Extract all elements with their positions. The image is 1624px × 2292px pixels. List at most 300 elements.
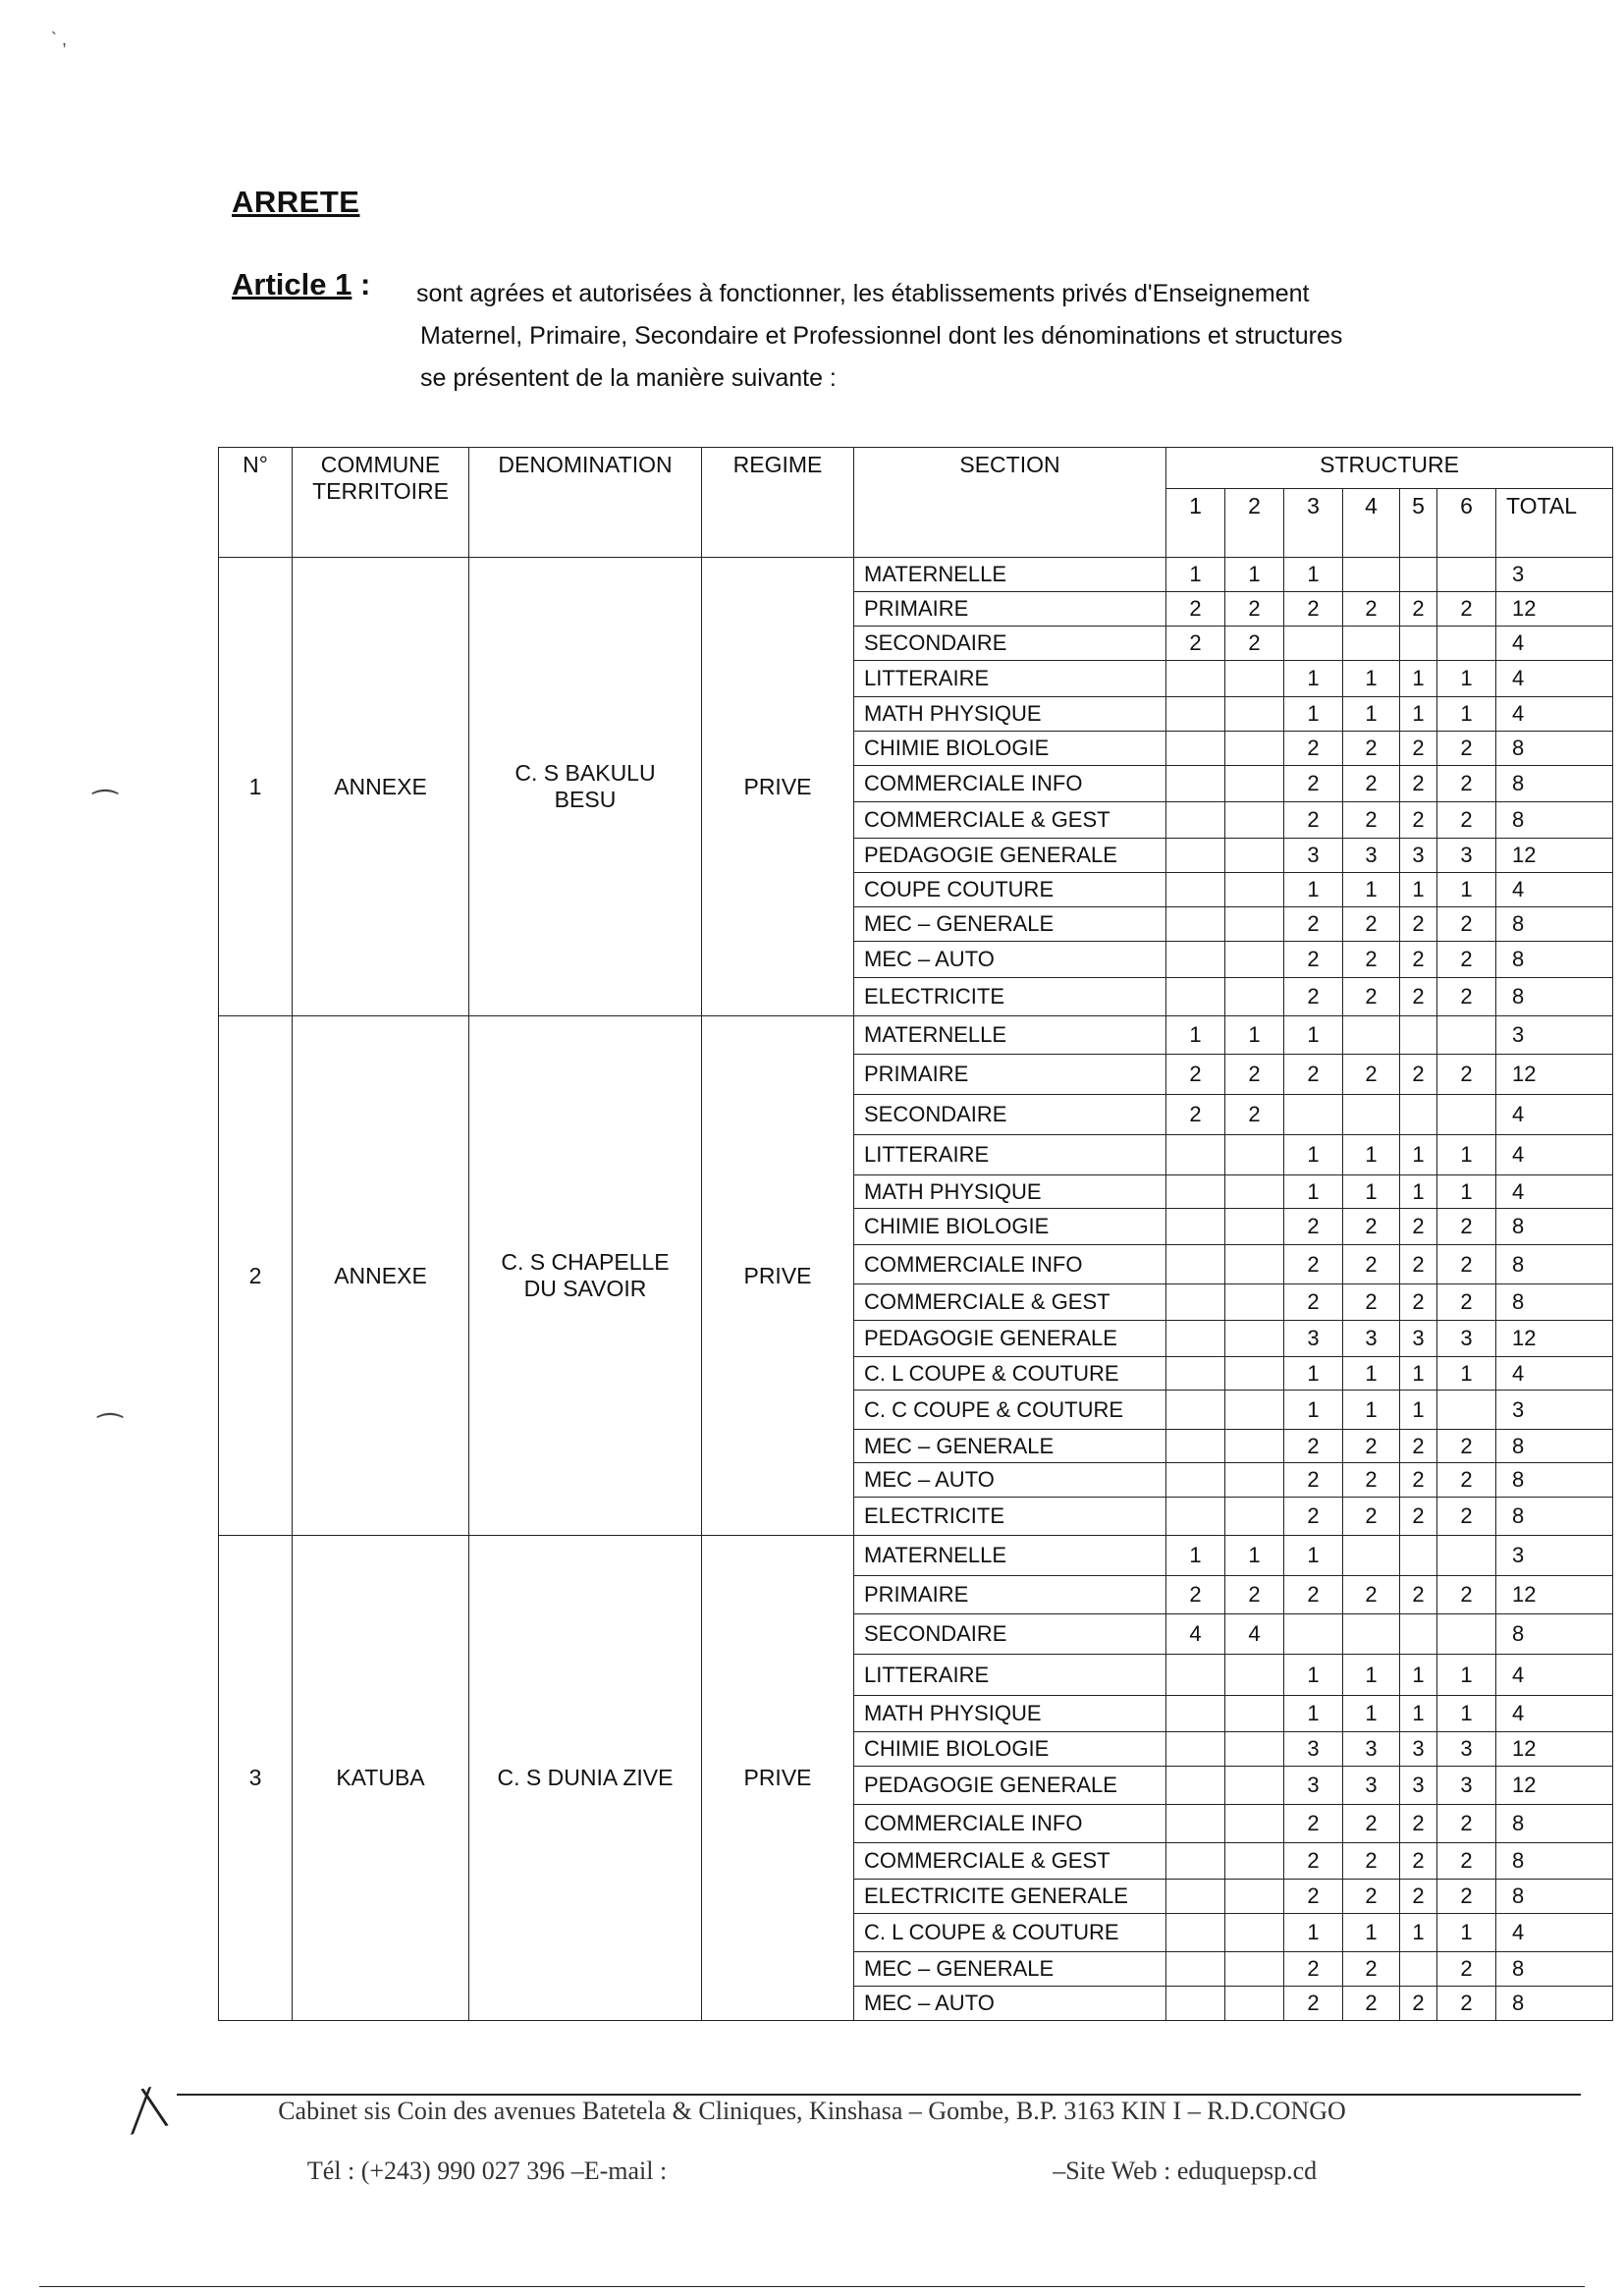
level-2-cell xyxy=(1225,1696,1284,1732)
level-5-cell: 2 xyxy=(1400,1843,1437,1880)
section-cell: PEDAGOGIE GENERALE xyxy=(854,1321,1166,1357)
section-cell: C. L COUPE & COUTURE xyxy=(854,1914,1166,1952)
header-level-2: 2 xyxy=(1225,489,1284,558)
level-6-cell: 2 xyxy=(1437,907,1496,942)
scan-speck: ` , xyxy=(51,29,67,49)
total-cell: 12 xyxy=(1496,1055,1613,1095)
level-2-cell xyxy=(1225,1987,1284,2021)
level-3-cell: 2 xyxy=(1284,1430,1343,1463)
level-2-cell xyxy=(1225,1655,1284,1696)
level-1-cell xyxy=(1166,1209,1225,1245)
level-2-cell: 1 xyxy=(1225,558,1284,592)
section-cell: MATH PHYSIQUE xyxy=(854,697,1166,732)
level-5-cell: 3 xyxy=(1400,1321,1437,1357)
level-4-cell: 2 xyxy=(1343,907,1400,942)
level-3-cell: 1 xyxy=(1284,558,1343,592)
level-2-cell xyxy=(1225,1245,1284,1284)
total-cell: 4 xyxy=(1496,627,1613,661)
level-5-cell: 1 xyxy=(1400,1135,1437,1175)
level-2-cell xyxy=(1225,732,1284,766)
level-6-cell: 1 xyxy=(1437,1175,1496,1209)
margin-mark: ⁀ xyxy=(93,791,118,824)
level-3-cell: 2 xyxy=(1284,1055,1343,1095)
level-1-cell xyxy=(1166,873,1225,907)
level-3-cell: 2 xyxy=(1284,1805,1343,1843)
level-3-cell: 2 xyxy=(1284,1463,1343,1498)
level-1-cell xyxy=(1166,732,1225,766)
section-cell: ELECTRICITE GENERALE xyxy=(854,1880,1166,1914)
section-cell: MEC – GENERALE xyxy=(854,907,1166,942)
level-2-cell xyxy=(1225,978,1284,1016)
level-5-cell xyxy=(1400,627,1437,661)
total-cell: 8 xyxy=(1496,1498,1613,1536)
header-level-1: 1 xyxy=(1166,489,1225,558)
section-cell: SECONDAIRE xyxy=(854,1095,1166,1135)
level-3-cell: 1 xyxy=(1284,1696,1343,1732)
level-5-cell: 2 xyxy=(1400,978,1437,1016)
level-3-cell: 3 xyxy=(1284,1321,1343,1357)
total-cell: 12 xyxy=(1496,592,1613,627)
table-row xyxy=(219,1016,1613,1055)
level-1-cell: 1 xyxy=(1166,1536,1225,1576)
article-line: Maternel, Primaire, Secondaire et Professionnel dont les dénominations et structures xyxy=(420,322,1343,350)
level-2-cell: 2 xyxy=(1225,1055,1284,1095)
level-1-cell xyxy=(1166,1135,1225,1175)
level-5-cell: 1 xyxy=(1400,1914,1437,1952)
section-cell: MEC – AUTO xyxy=(854,1463,1166,1498)
level-2-cell xyxy=(1225,1175,1284,1209)
level-5-cell: 1 xyxy=(1400,1357,1437,1391)
level-1-cell xyxy=(1166,1463,1225,1498)
footer-phone-email: Tél : (+243) 990 027 396 –E-mail : xyxy=(306,2156,668,2185)
footer-rule xyxy=(177,2094,1581,2096)
level-6-cell xyxy=(1437,1391,1496,1430)
level-3-cell: 2 xyxy=(1284,1952,1343,1987)
section-cell: SECONDAIRE xyxy=(854,1614,1166,1655)
level-6-cell: 2 xyxy=(1437,1055,1496,1095)
level-3-cell: 3 xyxy=(1284,1732,1343,1767)
level-2-cell: 2 xyxy=(1225,627,1284,661)
total-cell: 8 xyxy=(1496,1614,1613,1655)
level-1-cell xyxy=(1166,1430,1225,1463)
level-1-cell xyxy=(1166,978,1225,1016)
level-6-cell: 2 xyxy=(1437,942,1496,978)
level-3-cell: 2 xyxy=(1284,592,1343,627)
total-cell: 8 xyxy=(1496,1430,1613,1463)
level-4-cell: 1 xyxy=(1343,1914,1400,1952)
level-3-cell: 1 xyxy=(1284,1175,1343,1209)
total-cell: 4 xyxy=(1496,1175,1613,1209)
section-cell: ELECTRICITE xyxy=(854,1498,1166,1536)
level-6-cell: 2 xyxy=(1437,978,1496,1016)
level-5-cell: 1 xyxy=(1400,1655,1437,1696)
table-row xyxy=(219,1536,1613,1576)
level-4-cell xyxy=(1343,1095,1400,1135)
level-5-cell: 2 xyxy=(1400,1245,1437,1284)
level-6-cell: 2 xyxy=(1437,732,1496,766)
level-4-cell: 2 xyxy=(1343,592,1400,627)
section-cell: LITTERAIRE xyxy=(854,1135,1166,1175)
footer-contact xyxy=(0,2156,1624,2186)
section-cell: PEDAGOGIE GENERALE xyxy=(854,1767,1166,1805)
level-3-cell: 1 xyxy=(1284,1391,1343,1430)
level-5-cell: 2 xyxy=(1400,1463,1437,1498)
level-2-cell xyxy=(1225,766,1284,802)
article-label xyxy=(232,267,370,302)
level-4-cell: 2 xyxy=(1343,1055,1400,1095)
total-cell: 12 xyxy=(1496,839,1613,873)
total-cell: 3 xyxy=(1496,1536,1613,1576)
level-5-cell: 2 xyxy=(1400,802,1437,839)
level-4-cell: 1 xyxy=(1343,1391,1400,1430)
level-3-cell: 1 xyxy=(1284,1016,1343,1055)
level-6-cell xyxy=(1437,1536,1496,1576)
level-4-cell: 1 xyxy=(1343,1357,1400,1391)
level-5-cell: 2 xyxy=(1400,1430,1437,1463)
total-cell: 4 xyxy=(1496,1357,1613,1391)
level-1-cell xyxy=(1166,1987,1225,2021)
level-5-cell: 2 xyxy=(1400,1805,1437,1843)
level-5-cell: 2 xyxy=(1400,942,1437,978)
level-4-cell: 1 xyxy=(1343,697,1400,732)
level-6-cell: 2 xyxy=(1437,1463,1496,1498)
level-2-cell: 2 xyxy=(1225,1576,1284,1614)
level-5-cell: 2 xyxy=(1400,1880,1437,1914)
level-3-cell: 1 xyxy=(1284,697,1343,732)
header-structure: STRUCTURE xyxy=(1166,448,1613,489)
section-cell: MATH PHYSIQUE xyxy=(854,1696,1166,1732)
total-cell: 8 xyxy=(1496,978,1613,1016)
header-level-6: 6 xyxy=(1437,489,1496,558)
level-3-cell: 2 xyxy=(1284,1987,1343,2021)
level-4-cell: 2 xyxy=(1343,1463,1400,1498)
level-1-cell xyxy=(1166,802,1225,839)
level-3-cell: 1 xyxy=(1284,1536,1343,1576)
header-regime: REGIME xyxy=(702,448,854,558)
total-cell: 8 xyxy=(1496,942,1613,978)
level-6-cell: 2 xyxy=(1437,1880,1496,1914)
level-1-cell xyxy=(1166,1696,1225,1732)
table-body xyxy=(219,558,1613,2021)
level-5-cell: 3 xyxy=(1400,1732,1437,1767)
level-6-cell: 3 xyxy=(1437,1732,1496,1767)
level-4-cell: 3 xyxy=(1343,1321,1400,1357)
level-6-cell: 2 xyxy=(1437,1284,1496,1321)
section-cell: CHIMIE BIOLOGIE xyxy=(854,732,1166,766)
school-no: 3 xyxy=(219,1536,293,2021)
level-3-cell: 1 xyxy=(1284,1914,1343,1952)
level-6-cell xyxy=(1437,1095,1496,1135)
section-cell: MATERNELLE xyxy=(854,1536,1166,1576)
level-2-cell xyxy=(1225,697,1284,732)
level-5-cell: 2 xyxy=(1400,1498,1437,1536)
level-6-cell: 1 xyxy=(1437,661,1496,697)
school-denomination: C. S BAKULU BESU xyxy=(469,558,702,1016)
level-5-cell xyxy=(1400,558,1437,592)
section-cell: MEC – AUTO xyxy=(854,1987,1166,2021)
section-cell: COMMERCIALE INFO xyxy=(854,1245,1166,1284)
level-5-cell xyxy=(1400,1536,1437,1576)
level-6-cell: 2 xyxy=(1437,1209,1496,1245)
total-cell: 8 xyxy=(1496,1463,1613,1498)
section-cell: COMMERCIALE & GEST xyxy=(854,1843,1166,1880)
total-cell: 8 xyxy=(1496,1805,1613,1843)
level-4-cell: 3 xyxy=(1343,839,1400,873)
level-6-cell: 1 xyxy=(1437,1914,1496,1952)
level-6-cell: 2 xyxy=(1437,592,1496,627)
level-1-cell xyxy=(1166,1805,1225,1843)
school-no: 1 xyxy=(219,558,293,1016)
level-2-cell xyxy=(1225,1843,1284,1880)
level-1-cell xyxy=(1166,1245,1225,1284)
level-1-cell xyxy=(1166,1284,1225,1321)
level-1-cell xyxy=(1166,1843,1225,1880)
level-1-cell xyxy=(1166,1732,1225,1767)
level-2-cell xyxy=(1225,1209,1284,1245)
school-no: 2 xyxy=(219,1016,293,1536)
level-4-cell: 1 xyxy=(1343,1175,1400,1209)
level-6-cell: 2 xyxy=(1437,1952,1496,1987)
table-row xyxy=(219,558,1613,592)
level-6-cell: 2 xyxy=(1437,1805,1496,1843)
level-1-cell xyxy=(1166,1321,1225,1357)
total-cell: 4 xyxy=(1496,661,1613,697)
level-3-cell: 1 xyxy=(1284,661,1343,697)
level-6-cell: 3 xyxy=(1437,839,1496,873)
level-6-cell: 1 xyxy=(1437,873,1496,907)
section-cell: MATERNELLE xyxy=(854,558,1166,592)
total-cell: 4 xyxy=(1496,1135,1613,1175)
level-1-cell: 2 xyxy=(1166,592,1225,627)
level-2-cell xyxy=(1225,1284,1284,1321)
level-4-cell: 2 xyxy=(1343,1576,1400,1614)
section-cell: PEDAGOGIE GENERALE xyxy=(854,839,1166,873)
level-1-cell xyxy=(1166,1880,1225,1914)
level-6-cell: 3 xyxy=(1437,1767,1496,1805)
level-5-cell xyxy=(1400,1095,1437,1135)
level-5-cell: 1 xyxy=(1400,1391,1437,1430)
total-cell: 8 xyxy=(1496,1245,1613,1284)
level-2-cell xyxy=(1225,1880,1284,1914)
footer-address: Cabinet sis Coin des avenues Batetela & Cliniques, Kinshasa – Gombe, B.P. 3163 KIN I – R.D.CONGO xyxy=(278,2097,1346,2125)
total-cell: 8 xyxy=(1496,1284,1613,1321)
level-4-cell: 1 xyxy=(1343,661,1400,697)
level-1-cell xyxy=(1166,1175,1225,1209)
section-cell: COMMERCIALE INFO xyxy=(854,766,1166,802)
section-cell: MEC – AUTO xyxy=(854,942,1166,978)
level-4-cell: 2 xyxy=(1343,1209,1400,1245)
level-2-cell: 2 xyxy=(1225,592,1284,627)
level-3-cell: 2 xyxy=(1284,1498,1343,1536)
level-4-cell: 2 xyxy=(1343,1880,1400,1914)
level-1-cell: 2 xyxy=(1166,1055,1225,1095)
header-level-5: 5 xyxy=(1400,489,1437,558)
level-3-cell: 3 xyxy=(1284,839,1343,873)
section-cell: C. L COUPE & COUTURE xyxy=(854,1357,1166,1391)
level-5-cell: 1 xyxy=(1400,873,1437,907)
level-3-cell: 2 xyxy=(1284,802,1343,839)
level-2-cell xyxy=(1225,1321,1284,1357)
total-cell: 8 xyxy=(1496,1987,1613,2021)
level-1-cell: 4 xyxy=(1166,1614,1225,1655)
section-cell: COMMERCIALE & GEST xyxy=(854,802,1166,839)
level-1-cell: 2 xyxy=(1166,1095,1225,1135)
level-3-cell: 1 xyxy=(1284,873,1343,907)
total-cell: 8 xyxy=(1496,1880,1613,1914)
section-cell: CHIMIE BIOLOGIE xyxy=(854,1209,1166,1245)
header-level-3: 3 xyxy=(1284,489,1343,558)
school-denomination: C. S DUNIA ZIVE xyxy=(469,1536,702,2021)
level-4-cell: 2 xyxy=(1343,1952,1400,1987)
header-level-4: 4 xyxy=(1343,489,1400,558)
total-cell: 3 xyxy=(1496,558,1613,592)
section-cell: MATERNELLE xyxy=(854,1016,1166,1055)
level-6-cell: 2 xyxy=(1437,1498,1496,1536)
section-cell: MATH PHYSIQUE xyxy=(854,1175,1166,1209)
level-6-cell: 2 xyxy=(1437,1843,1496,1880)
level-4-cell: 2 xyxy=(1343,732,1400,766)
section-cell: PRIMAIRE xyxy=(854,592,1166,627)
level-4-cell: 3 xyxy=(1343,1732,1400,1767)
level-6-cell: 2 xyxy=(1437,802,1496,839)
level-1-cell: 2 xyxy=(1166,1576,1225,1614)
level-3-cell: 2 xyxy=(1284,907,1343,942)
article-number: Article 1 xyxy=(232,267,352,301)
article-colon: : xyxy=(352,267,371,301)
level-3-cell: 1 xyxy=(1284,1357,1343,1391)
level-6-cell: 2 xyxy=(1437,1245,1496,1284)
section-cell: COMMERCIALE INFO xyxy=(854,1805,1166,1843)
level-3-cell: 2 xyxy=(1284,1284,1343,1321)
level-2-cell xyxy=(1225,1767,1284,1805)
level-6-cell: 1 xyxy=(1437,1135,1496,1175)
level-4-cell: 2 xyxy=(1343,978,1400,1016)
total-cell: 8 xyxy=(1496,907,1613,942)
level-1-cell xyxy=(1166,1952,1225,1987)
level-4-cell: 2 xyxy=(1343,802,1400,839)
level-4-cell: 2 xyxy=(1343,1987,1400,2021)
school-regime: PRIVE xyxy=(702,1016,854,1536)
level-2-cell: 1 xyxy=(1225,1536,1284,1576)
level-6-cell: 2 xyxy=(1437,766,1496,802)
article-line: sont agrées et autorisées à fonctionner, les établissements privés d'Enseignement xyxy=(416,280,1310,307)
level-2-cell xyxy=(1225,1914,1284,1952)
total-cell: 8 xyxy=(1496,802,1613,839)
level-5-cell: 2 xyxy=(1400,1055,1437,1095)
level-6-cell xyxy=(1437,1614,1496,1655)
total-cell: 4 xyxy=(1496,1696,1613,1732)
level-2-cell: 2 xyxy=(1225,1095,1284,1135)
section-cell: SECONDAIRE xyxy=(854,627,1166,661)
level-6-cell xyxy=(1437,627,1496,661)
level-1-cell xyxy=(1166,1498,1225,1536)
level-3-cell xyxy=(1284,1095,1343,1135)
level-3-cell: 3 xyxy=(1284,1767,1343,1805)
level-2-cell: 4 xyxy=(1225,1614,1284,1655)
level-2-cell xyxy=(1225,873,1284,907)
total-cell: 8 xyxy=(1496,1209,1613,1245)
level-2-cell xyxy=(1225,1732,1284,1767)
level-5-cell: 2 xyxy=(1400,732,1437,766)
level-5-cell xyxy=(1400,1952,1437,1987)
level-5-cell: 3 xyxy=(1400,1767,1437,1805)
section-cell: CHIMIE BIOLOGIE xyxy=(854,1732,1166,1767)
school-regime: PRIVE xyxy=(702,1536,854,2021)
footer-website: –Site Web : eduquepsp.cd xyxy=(1053,2156,1318,2185)
level-6-cell: 2 xyxy=(1437,1987,1496,2021)
level-1-cell xyxy=(1166,1357,1225,1391)
level-6-cell: 2 xyxy=(1437,1576,1496,1614)
level-3-cell xyxy=(1284,1614,1343,1655)
section-cell: COUPE COUTURE xyxy=(854,873,1166,907)
level-1-cell: 1 xyxy=(1166,558,1225,592)
level-4-cell xyxy=(1343,558,1400,592)
school-regime: PRIVE xyxy=(702,558,854,1016)
total-cell: 3 xyxy=(1496,1391,1613,1430)
bottom-rule xyxy=(39,2286,1585,2287)
header-total: TOTAL xyxy=(1496,489,1613,558)
school-commune: ANNEXE xyxy=(293,558,469,1016)
level-2-cell xyxy=(1225,1463,1284,1498)
section-cell: COMMERCIALE & GEST xyxy=(854,1284,1166,1321)
level-3-cell: 2 xyxy=(1284,1843,1343,1880)
level-4-cell xyxy=(1343,1016,1400,1055)
total-cell: 12 xyxy=(1496,1576,1613,1614)
level-1-cell xyxy=(1166,1914,1225,1952)
total-cell: 4 xyxy=(1496,1095,1613,1135)
level-4-cell xyxy=(1343,627,1400,661)
level-2-cell xyxy=(1225,1357,1284,1391)
level-2-cell xyxy=(1225,1430,1284,1463)
total-cell: 12 xyxy=(1496,1321,1613,1357)
level-4-cell: 2 xyxy=(1343,1498,1400,1536)
level-5-cell: 2 xyxy=(1400,592,1437,627)
section-cell: LITTERAIRE xyxy=(854,1655,1166,1696)
level-1-cell xyxy=(1166,839,1225,873)
level-4-cell: 1 xyxy=(1343,1135,1400,1175)
level-6-cell: 1 xyxy=(1437,1357,1496,1391)
level-2-cell xyxy=(1225,839,1284,873)
school-denomination: C. S CHAPELLE DU SAVOIR xyxy=(469,1016,702,1536)
section-cell: PRIMAIRE xyxy=(854,1055,1166,1095)
level-3-cell: 1 xyxy=(1284,1655,1343,1696)
level-1-cell xyxy=(1166,661,1225,697)
level-2-cell xyxy=(1225,1805,1284,1843)
level-1-cell xyxy=(1166,1655,1225,1696)
level-4-cell: 2 xyxy=(1343,1805,1400,1843)
level-5-cell: 1 xyxy=(1400,697,1437,732)
level-6-cell: 1 xyxy=(1437,1696,1496,1732)
total-cell: 8 xyxy=(1496,1952,1613,1987)
level-6-cell: 1 xyxy=(1437,697,1496,732)
level-3-cell: 2 xyxy=(1284,766,1343,802)
level-4-cell: 1 xyxy=(1343,1696,1400,1732)
level-5-cell: 3 xyxy=(1400,839,1437,873)
level-1-cell xyxy=(1166,1767,1225,1805)
level-5-cell xyxy=(1400,1016,1437,1055)
header-section: SECTION xyxy=(854,448,1166,558)
level-3-cell: 2 xyxy=(1284,1576,1343,1614)
header-denomination: DENOMINATION xyxy=(469,448,702,558)
section-cell: C. C COUPE & COUTURE xyxy=(854,1391,1166,1430)
total-cell: 8 xyxy=(1496,766,1613,802)
level-4-cell: 3 xyxy=(1343,1767,1400,1805)
level-6-cell: 1 xyxy=(1437,1655,1496,1696)
level-6-cell xyxy=(1437,1016,1496,1055)
level-2-cell xyxy=(1225,661,1284,697)
level-1-cell xyxy=(1166,766,1225,802)
level-3-cell: 2 xyxy=(1284,1880,1343,1914)
